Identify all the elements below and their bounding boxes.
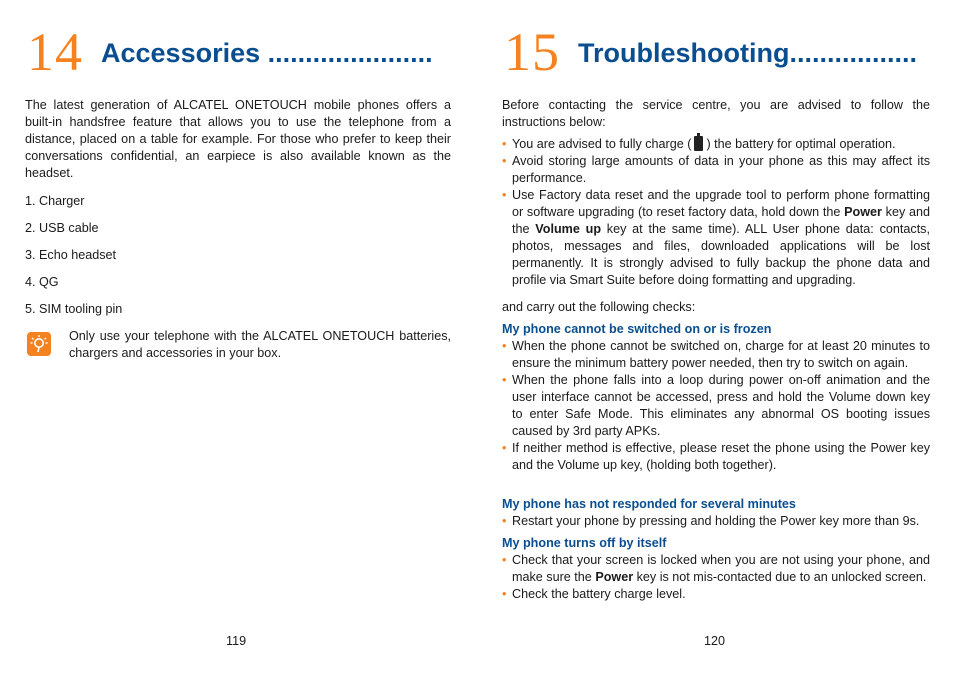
page-number: 119: [226, 634, 247, 648]
list-item: 3. Echo headset: [25, 248, 117, 262]
list-item: 4. QG: [25, 275, 59, 289]
tips-list: [502, 136, 930, 289]
section-heading: My phone turns off by itself: [502, 536, 667, 550]
list-item: • Avoid storing large amounts of data in your phone as this may affect its performance.: [502, 153, 930, 187]
list-item: • When the phone falls into a loop during power on-off animation and the user interface cannot be accessed, press and hold the Volume down key to enter Safe Mode. This eliminates any abnormal OS booting issues caused by 3rd party APKs.: [502, 372, 930, 440]
list-item: • You are advised to fully charge ( ) the battery for optimal operation.: [502, 136, 930, 153]
list-item: • When the phone cannot be switched on, charge for at least 20 minutes to ensure the minimum battery power needed, then try to switch on again.: [502, 338, 930, 372]
section-heading: My phone cannot be switched on or is frozen: [502, 322, 772, 336]
chapter-heading: [502, 0, 930, 82]
chapter-number: 14: [27, 22, 83, 82]
section-list: [502, 513, 930, 530]
list-item: 1. Charger: [25, 194, 85, 208]
list-item: • If neither method is effective, please reset the phone using the Power key and the Volume up key, (holding both together).: [502, 440, 930, 474]
right-page: [502, 0, 930, 648]
section-heading: My phone has not responded for several minutes: [502, 497, 796, 511]
section-list: [502, 552, 930, 603]
intro-paragraph: The latest generation of ALCATEL ONETOUCH mobile phones offers a built-in handsfree feature that allows you to use the telephone from a distance, placed on a table for example. For those who prefer to keep their conversations confidential, an earpiece is also available known as the headset.: [25, 98, 451, 180]
note-text: Only use your telephone with the ALCATEL ONETOUCH batteries, chargers and accessories in your box.: [69, 329, 451, 360]
battery-icon: [694, 136, 703, 151]
list-item: • Use Factory data reset and the upgrade tool to perform phone formatting or software upgrading (to reset factory data, hold down the Power key and the Volume up key at the same time). ALL User phone data: contacts, photos, messages and files, downloaded applications will be lost permanently. It is strongly advised to fully backup the phone data and profile via Smart Suite before doing formatting and upgrading.: [502, 187, 930, 289]
chapter-number: 15: [504, 22, 560, 82]
page-number: 120: [704, 634, 726, 648]
tip-lightbulb-icon: [27, 332, 51, 356]
list-item: 2. USB cable: [25, 221, 99, 235]
section-list: [502, 338, 930, 474]
checks-intro: and carry out the following checks:: [502, 300, 696, 314]
chapter-heading: [25, 0, 455, 82]
chapter-title: Troubleshooting.................: [578, 38, 918, 68]
left-page: [25, 0, 455, 648]
list-item: 5. SIM tooling pin: [25, 302, 123, 316]
chapter-title: Accessories ......................: [101, 38, 433, 68]
list-item: • Check that your screen is locked when you are not using your phone, and make sure the Power key is not mis-contacted due to an unlocked screen.: [502, 552, 930, 586]
list-item: • Check the battery charge level.: [502, 586, 930, 603]
intro-paragraph: Before contacting the service centre, you are advised to follow the instructions below:: [502, 98, 930, 129]
list-item: • Restart your phone by pressing and holding the Power key more than 9s.: [502, 513, 930, 530]
